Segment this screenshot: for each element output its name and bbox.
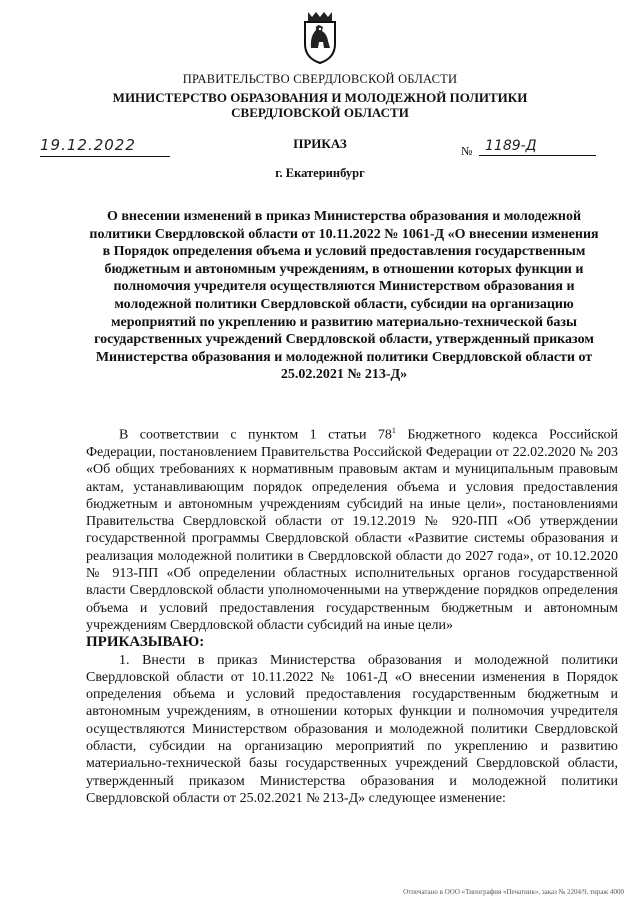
number-sign: №: [461, 144, 473, 158]
order-number: 1189-Д: [479, 138, 596, 156]
print-footer: Отпечатано в ООО «Типография «Печатник», заказ № 2204/9, тираж 4000: [403, 888, 624, 896]
ministry-title-line1: МИНИСТЕРСТВО ОБРАЗОВАНИЯ И МОЛОДЕЖНОЙ ПОЛИТИКИ: [112, 90, 528, 105]
decree-heading: ПРИКАЗЫВАЮ:: [86, 634, 205, 651]
ministry-title: [0, 90, 640, 120]
preamble-paragraph: В соответствии с пунктом 1 статьи $78^1$ Бюджетного кодекса Российской Федерации, постановлением Правительства Российской Федерации от 22.02.2020 № 203 «Об общих требованиях к нормативным правовым актам и муниципальным правовым актам, устанавливающим порядок определения объема и условия предоставления бюджетным и автономным учреждениям субсидий на иные цели», постановлениями Правительства Свердловской области от 19.12.2019 № 920-ПП «Об утверждении государственной программы Свердловской области «Развитие системы образования и реализация молодежной политики в Свердловской области до 2027 года», от 10.12.2020 № 913-ПП «Об определении областных исполнительных органов государственной власти Свердловской области уполномоченными на утверждение порядков определения объема и условий предоставления государственным бюджетным и автономным учреждениям Свердловской области субсидий на иные цели»: [86, 426, 619, 633]
order-date: 19.12.2022: [40, 136, 170, 157]
footnote-sup: 1: [391, 426, 396, 435]
order-number-field: [461, 138, 596, 158]
order-subject: О внесении изменений в приказ Министерства образования и молодежной политики Свердловской области от 10.11.2022 № 1061-Д «О внесении изменения в Порядок определения объема и условий предоставления государственным бюджетным и автономным учреждениям, в отношении которых функции и полномочия учредителя осуществляются Министерством образования и молодежной политики Свердловской области, субсидии на организацию мероприятий по укреплению и развитию материально-технической базы государственных учреждений Свердловской области, утвержденный приказом Министерства образования и молодежной политики Свердловской области от 25.02.2021 № 213-Д»: [89, 209, 599, 383]
ministry-title-line2: СВЕРДЛОВСКОЙ ОБЛАСТИ: [231, 105, 409, 120]
order-title: ПРИКАЗ: [293, 136, 347, 151]
item-1-paragraph: 1. Внести в приказ Министерства образования и молодежной политики Свердловской области от 10.11.2022 № 1061-Д «О внесении изменения в Порядок определения объема и условий предоставления государственным бюджетным и автономным учреждениям, в отношении которых функции и полномочия учредителя осуществляются Министерством образования и молодежной политики Свердловской области, субсидии на организацию мероприятий по укреплению и развитию материально-технической базы государственных учреждений Свердловской области, утвержденный приказом Министерства образования и молодежной политики Свердловской области от 25.02.2021 № 213-Д» следующее изменение:: [86, 652, 618, 806]
order-body: [86, 422, 618, 807]
coat-of-arms-icon: [300, 8, 340, 64]
government-title: ПРАВИТЕЛЬСТВО СВЕРДЛОВСКОЙ ОБЛАСТИ: [182, 72, 458, 86]
order-city: г. Екатеринбург: [275, 166, 365, 180]
